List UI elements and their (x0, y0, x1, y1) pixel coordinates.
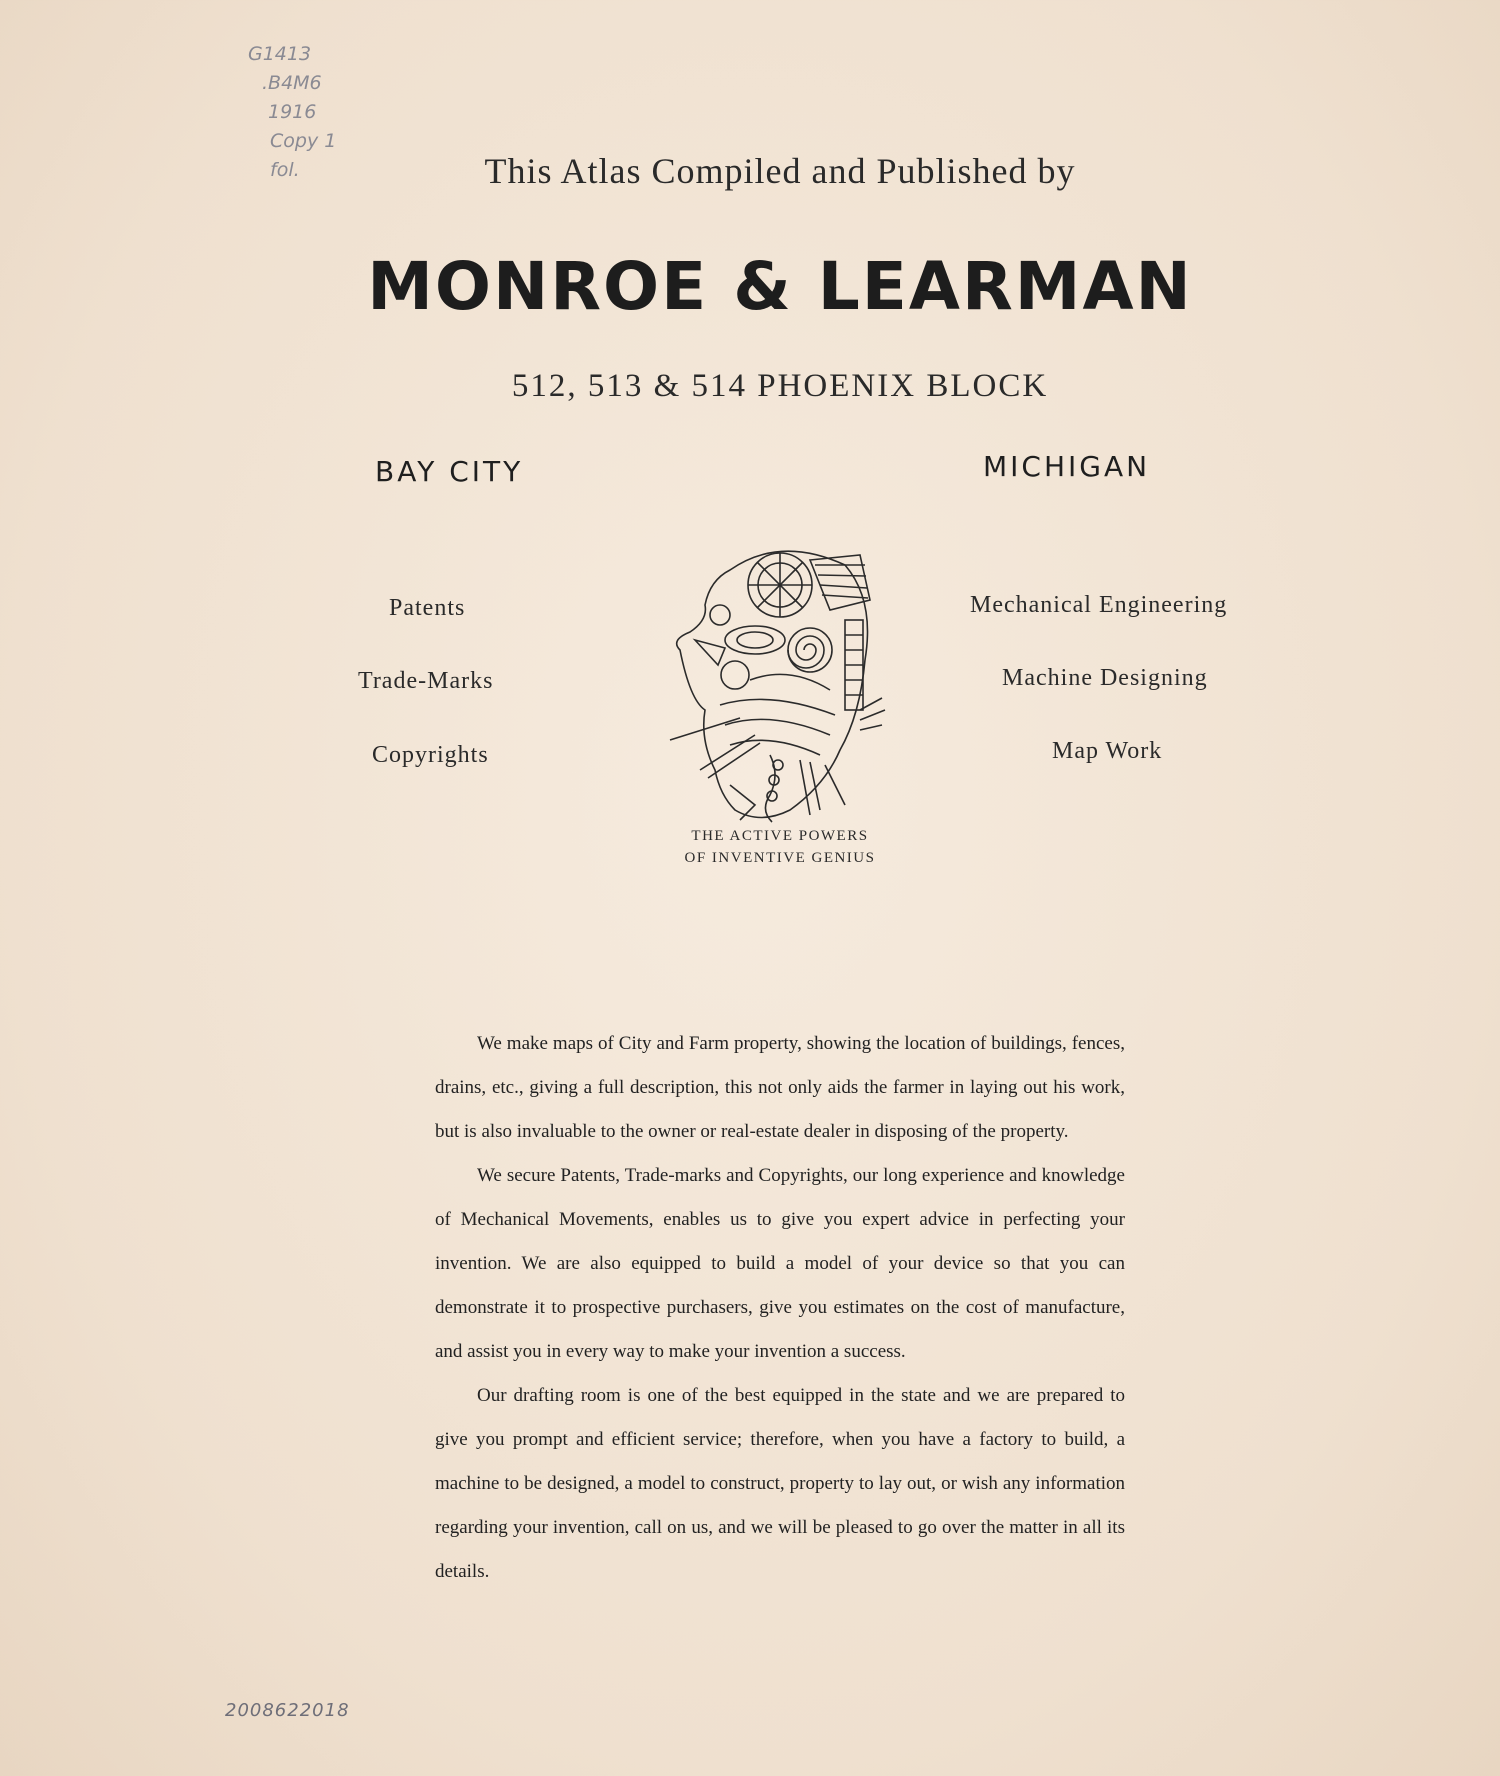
paragraph: Our drafting room is one of the best equipped in the state and we are prepared to give you prompt and efficient service; therefore, when you have a factory to build, a machine to be designed, a model to construct, property to lay out, or wish any information regarding your invention, call on us, and we will be pleased to go over the matter in all its details. (435, 1385, 1125, 1582)
call-number-line: Copy 1 (270, 130, 337, 152)
firm-name: MONROE & LEARMAN (367, 248, 1193, 325)
service-left-item: Trade-Marks (358, 668, 494, 694)
service-left-item: Patents (389, 595, 466, 621)
emblem-caption (640, 825, 920, 869)
paragraph: We make maps of City and Farm property, showing the location of buildings, fences, drains, etc., giving a full description, this not only aids the farmer in laying out his work, but is also invaluable to the owner or real-estate dealer in disposing of the property. (435, 1033, 1125, 1142)
service-right-item: Mechanical Engineering (970, 592, 1228, 618)
body-text (435, 1022, 1125, 1594)
firm-address: 512, 513 & 514 PHOENIX BLOCK (511, 368, 1049, 404)
city-name: BAY CITY (375, 455, 524, 488)
page-heading: This Atlas Compiled and Published by (484, 151, 1076, 191)
accession-number: 2008622018 (225, 1700, 350, 1721)
paragraph: We secure Patents, Trade-marks and Copyrights, our long experience and knowledge of Mechanical Movements, enables us to give you expert advice in perfecting your invention. We are also equipped to build a model of your device so that you can demonstrate it to prospective purchasers, give you estimates on the cost of manufacture, and assist you in every way to make your invention a success. (435, 1165, 1125, 1362)
service-right-item: Machine Designing (1002, 665, 1208, 691)
caption-line: OF INVENTIVE GENIUS (684, 850, 876, 866)
call-number-line: 1916 (268, 101, 317, 123)
call-number-line: fol. (270, 159, 300, 181)
mechanical-head-icon (660, 540, 890, 830)
call-number-line: G1413 (248, 43, 312, 65)
caption-line: THE ACTIVE POWERS (691, 828, 869, 844)
service-left-item: Copyrights (372, 742, 489, 768)
state-name: MICHIGAN (983, 450, 1151, 483)
call-number-line: .B4M6 (262, 72, 322, 94)
service-right-item: Map Work (1052, 738, 1163, 764)
